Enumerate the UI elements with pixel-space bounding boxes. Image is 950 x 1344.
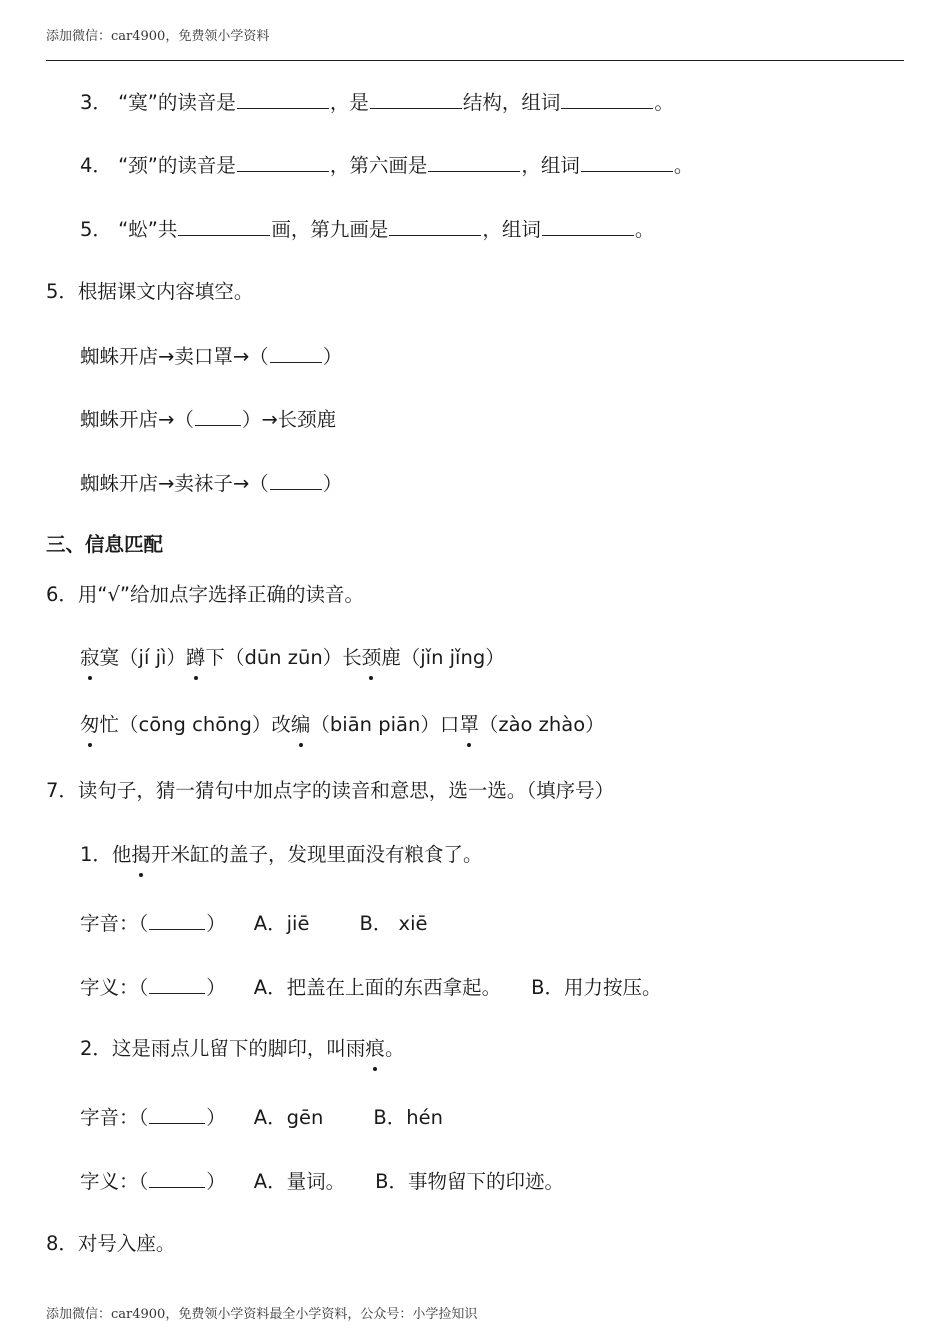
pinyin-options[interactable]: （cōng chōng） [119, 713, 272, 736]
item-text: ，第六画是 [329, 154, 428, 177]
sentence-text: 开米缸的盖子，发现里面没有粮食了。 [150, 843, 483, 866]
item-number: 5． [80, 218, 112, 241]
q5-line-2 [80, 405, 336, 433]
answer-blank[interactable] [237, 151, 329, 172]
answer-blank[interactable] [428, 151, 520, 172]
header-divider [46, 60, 904, 61]
q4-item-3 [80, 88, 674, 116]
q4-item-5 [80, 215, 654, 243]
choice-label: 字音：（ [80, 912, 149, 935]
page-header-text: 添加微信：car4900，免费领小学资料 [46, 29, 270, 44]
fill-text: ） [322, 472, 343, 495]
answer-blank[interactable] [370, 88, 462, 109]
q5-line-3 [80, 469, 342, 497]
word-text: 寞 [99, 646, 120, 669]
option-a[interactable]: A．量词。 [253, 1170, 346, 1193]
option-b[interactable]: B．事物留下的印迹。 [375, 1170, 565, 1193]
answer-blank[interactable] [149, 909, 205, 930]
choice-label: ） [206, 912, 226, 935]
choice-label: ） [206, 1106, 226, 1129]
item-text: 。 [654, 91, 674, 114]
choice-label: ） [206, 1170, 226, 1193]
choice-label: 字音：（ [80, 1106, 149, 1129]
answer-blank[interactable] [178, 215, 270, 236]
option-b[interactable]: B．用力按压。 [531, 976, 662, 999]
item-number: 4． [80, 154, 112, 177]
choice-label: ） [206, 976, 226, 999]
fill-text: 蜘蛛开店→（ [80, 408, 194, 431]
dotted-char: 蹲 [185, 646, 206, 669]
page-footer-text: 添加微信：car4900，免费领小学资料最全小学资料，公众号：小学捡知识 [46, 1307, 478, 1322]
answer-blank[interactable] [149, 973, 205, 994]
item-text: “蚣”共 [118, 218, 178, 241]
answer-blank[interactable] [270, 469, 322, 490]
choice-label: 字义：（ [80, 976, 149, 999]
q5-line-1 [80, 342, 342, 370]
dotted-char: 揭 [131, 843, 151, 866]
answer-blank[interactable] [389, 215, 481, 236]
pinyin-options[interactable]: （jí jì） [119, 646, 186, 669]
option-a[interactable]: A．jiē [253, 912, 310, 935]
item-text: 结构，组词 [462, 91, 561, 114]
sentence-text: 2．这是雨点儿留下的脚印，叫雨 [80, 1037, 366, 1060]
section-title: 三、信息匹配 [46, 533, 164, 556]
dotted-char: 痕 [365, 1037, 385, 1060]
q6-title: 6．用“√”给加点字选择正确的读音。 [46, 583, 365, 606]
word-text: 鹿 [381, 646, 401, 669]
dotted-char: 颈 [361, 646, 382, 669]
item-text: ，组词 [521, 154, 580, 177]
q7-s1-sound [80, 909, 428, 937]
item-number: 3． [80, 91, 112, 114]
pinyin-options[interactable]: （zào zhào） [478, 713, 605, 736]
pinyin-options[interactable]: （biān piān） [310, 713, 440, 736]
answer-blank[interactable] [581, 151, 673, 172]
sentence-text: 。 [384, 1037, 405, 1060]
option-b[interactable]: B．hén [373, 1106, 443, 1129]
item-text: 。 [673, 154, 694, 177]
q5-title: 5．根据课文内容填空。 [46, 280, 254, 303]
pinyin-options[interactable]: （jǐn jǐng） [400, 646, 505, 669]
word-text: 忙 [99, 713, 120, 736]
fill-text: ）→长颈鹿 [241, 408, 337, 431]
word-text: 改 [271, 713, 291, 736]
option-a[interactable]: A．gēn [253, 1106, 324, 1129]
q7-s1-meaning [80, 973, 662, 1001]
q6-row-1 [80, 645, 505, 671]
item-text: ，是 [329, 91, 369, 114]
item-text: 画，第九画是 [271, 218, 389, 241]
fill-text: 蜘蛛开店→卖口罩→（ [80, 345, 269, 368]
sentence-text: 1．他 [80, 843, 132, 866]
q7-sentence-2 [80, 1036, 404, 1062]
q8-title: 8．对号入座。 [46, 1232, 176, 1255]
answer-blank[interactable] [237, 88, 329, 109]
q6-row-2 [80, 712, 605, 738]
q7-sentence-1 [80, 842, 482, 868]
option-a[interactable]: A．把盖在上面的东西拿起。 [253, 976, 502, 999]
answer-blank[interactable] [542, 215, 634, 236]
q7-s2-meaning [80, 1167, 564, 1195]
pinyin-options[interactable]: （dūn zūn） [224, 646, 343, 669]
answer-blank[interactable] [561, 88, 653, 109]
answer-blank[interactable] [270, 342, 322, 363]
dotted-char: 编 [290, 713, 311, 736]
fill-text: ） [322, 345, 343, 368]
dotted-char: 寂 [80, 646, 100, 669]
item-text: ，组词 [482, 218, 541, 241]
answer-blank[interactable] [149, 1167, 205, 1188]
item-text: “颈”的读音是 [118, 154, 236, 177]
option-b[interactable]: B． xiē [359, 912, 428, 935]
word-text: 下 [205, 646, 225, 669]
answer-blank[interactable] [195, 405, 241, 426]
q4-item-4 [80, 151, 693, 179]
fill-text: 蜘蛛开店→卖袜子→（ [80, 472, 269, 495]
q7-title: 7．读句子，猜一猜句中加点字的读音和意思，选一选。（填序号） [46, 779, 615, 802]
answer-blank[interactable] [149, 1103, 205, 1124]
item-text: 。 [634, 218, 655, 241]
choice-label: 字义：（ [80, 1170, 149, 1193]
item-text: “寞”的读音是 [118, 91, 236, 114]
dotted-char: 罩 [459, 713, 479, 736]
word-text: 口 [439, 713, 460, 736]
word-text: 长 [342, 646, 362, 669]
q7-s2-sound [80, 1103, 443, 1131]
dotted-char: 匆 [80, 713, 100, 736]
